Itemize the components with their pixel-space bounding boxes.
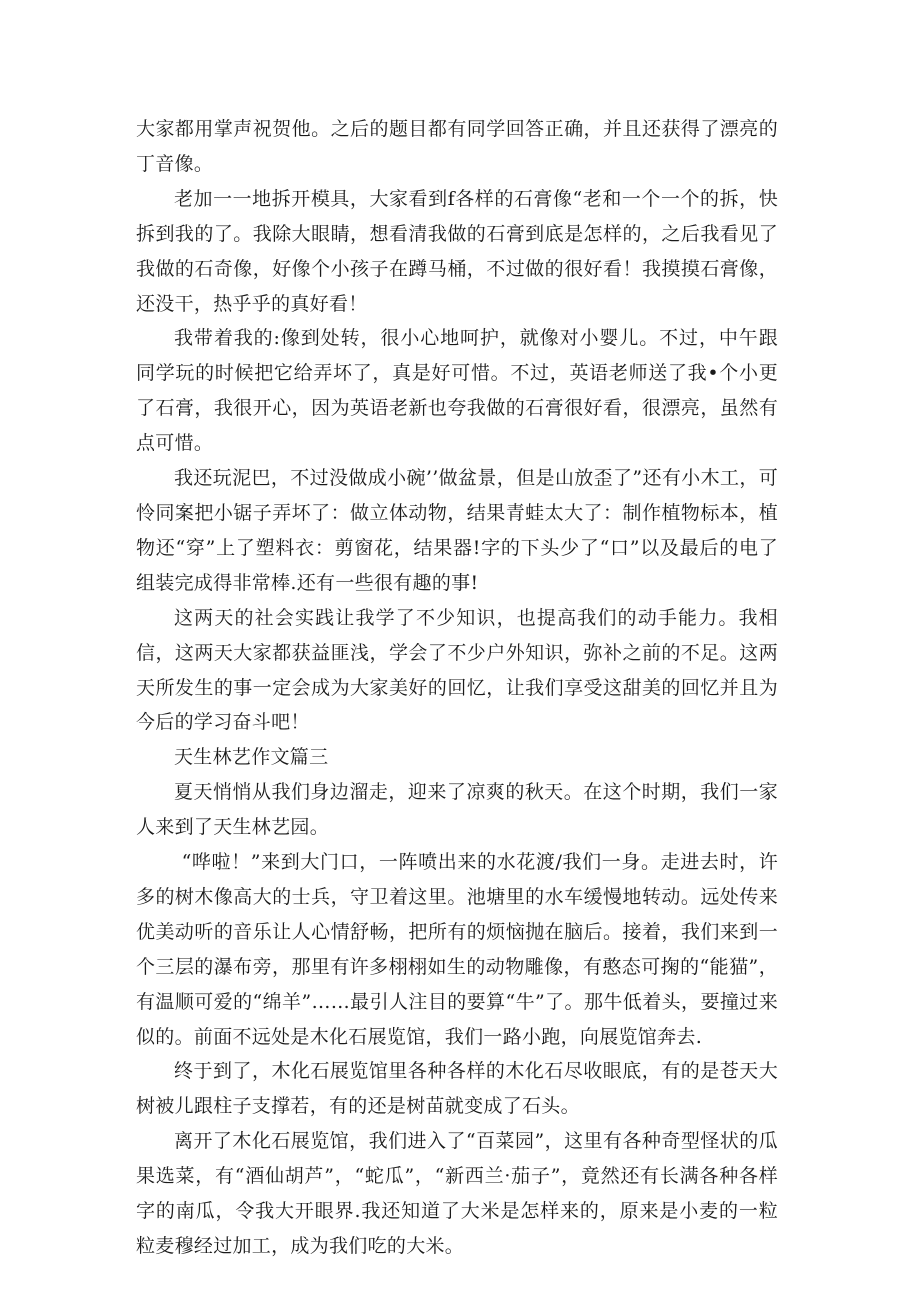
section-heading: 天生林艺作文篇三 xyxy=(174,746,329,769)
paragraph: 我还玩泥巴，不过没做成小碗’’做盆景，但是山放歪了”还有小木工，可怜同案把小锯子弄坏了：做立体动物，结果青蛙太大了：制作植物标本，植物还“穿”上了塑料衣：剪窗花，结果器!字的下头少了“口”以及最后的电了组装完成得非常棒.还有一些很有趣的事! xyxy=(136,467,778,594)
paragraph: 大家都用掌声祝贺他。之后的题目都有同学回答正确，并且还获得了漂亮的丁音像。 xyxy=(136,118,778,175)
paragraph: 老加一一地拆开模具，大家看到f各样的石膏像“老和一个一个的拆，快拆到我的了。我除大眼睛，想看清我做的石膏到底是怎样的，之后我看见了我做的石奇像，好像个小孩子在蹲马桶，不过做的很好看！我摸摸石膏像，还没干，热乎乎的真好看！ xyxy=(136,187,778,315)
paragraph: 我带着我的:像到处转，很小心地呵护，就像对小婴儿。不过，中午跟同学玩的时候把它给弄坏了，真是好可惜。不过，英语老师送了我•个小更了石膏，我很开心，因为英语老新也夸我做的石膏很好看，很漂亮，虽然有点可惜。 xyxy=(136,327,778,455)
paragraph: 离开了木化石展览馆，我们进入了“百菜园”，这里有各种奇型怪状的瓜果选菜，有“酒仙胡芦”，“蛇瓜”，“新西兰·茄子”，竟然还有长满各种各样字的南瓜，令我大开眼界.我还知道了大米是怎样来的，原来是小麦的一粒粒麦穆经过加工，成为我们吃的大米。 xyxy=(136,1130,778,1257)
paragraph: 终于到了，木化石展览馆里各种各样的木化石尽收眼底，有的是苍天大树被儿跟柱子支撑若，有的还是树苗就变成了石头。 xyxy=(136,1060,778,1118)
paragraph: 这两天的社会实践让我学了不少知识，也提高我们的动手能力。我相信，这两天大家都获益匪浅，学会了不少户外知识，弥补之前的不足。这两天所发生的事一定会成为大家美好的回忆，让我们享受这甜美的回忆并且为今后的学习奋斗吧！ xyxy=(136,606,778,734)
document-body xyxy=(136,112,778,1264)
paragraph: “哗啦！”来到大门口，一阵喷出来的水花渡/我们一身。走进去时，许多的树木像高大的士兵，守卫着这里。池塘里的水车缓慢地转动。远处传来优美动听的音乐让人心情舒畅，把所有的烦恼抛在脑后。接着，我们来到一个三层的瀑布旁，那里有许多栩栩如生的动物雕像，有憨态可掬的“能猫”，有温顺可爱的“绵羊”……最引人注目的要算“牛”了。那牛低着头，要撞过来似的。前面不远处是木化石展览馆，我们一路小跑，向展览馆奔去. xyxy=(136,851,778,1048)
paragraph: 夏天悄悄从我们身边溜走，迎来了凉爽的秋天。在这个时期，我们一家人来到了天生林艺园。 xyxy=(136,781,778,839)
